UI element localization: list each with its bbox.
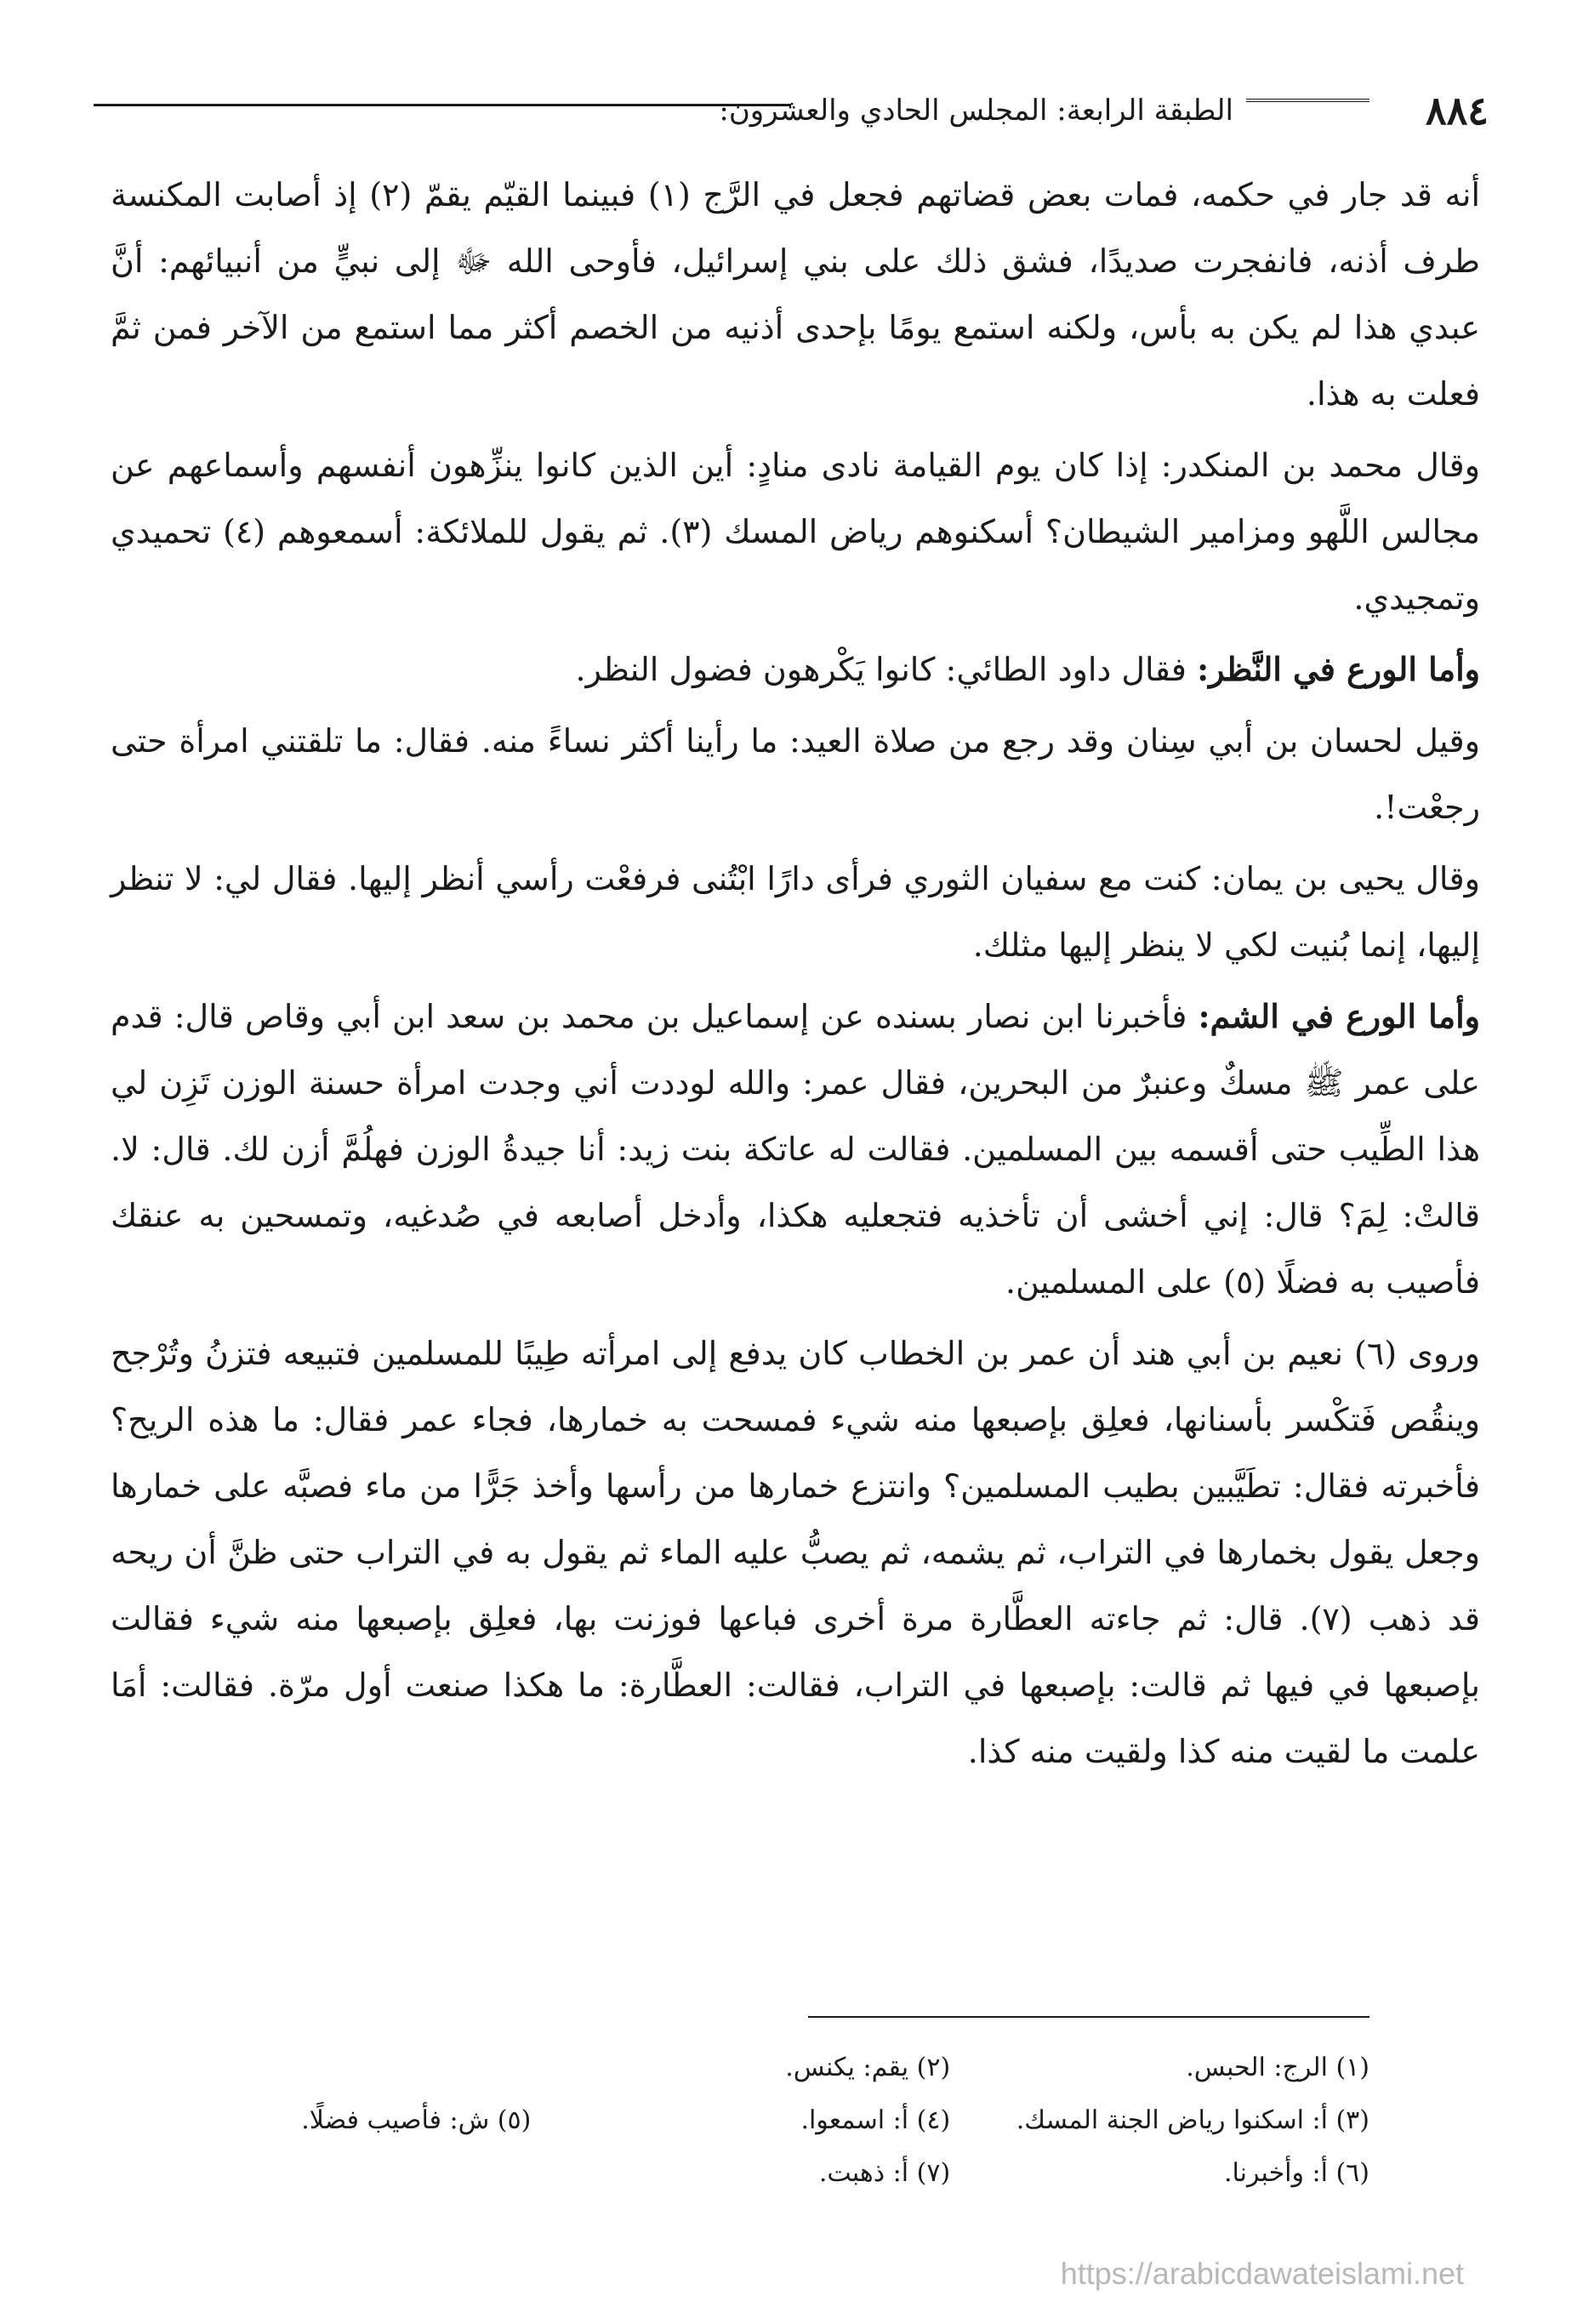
footnote-row	[111, 2147, 1369, 2200]
paragraph-lead: وأما الورع في الشم:	[1198, 997, 1480, 1035]
paragraph-text: فقال داود الطائي: كانوا يَكْرهون فضول النظر.	[575, 651, 1198, 688]
footnote: (٦) أ: وأخبرنا.	[1223, 2158, 1369, 2188]
paragraph	[111, 846, 1480, 978]
paragraph-text: وروى (٦) نعيم بن أبي هند أن عمر بن الخطاب كان يدفع إلى امرأته طِيبًا للمسلمين فتبيعه فتزنُ وتُرْجح وينقُص فَتكْسر بأسنانها، فعلِق بإصبعها منه شيء فمسحت به خمارها، فجاء عمر فقال: ما هذه الريح؟ فأخبرته فقال: تطَيَّبين بطيب المسلمين؟ وانتزع خمارها من رأسها وأخذ جَرًّا من ماء فصبَّه على خمارها وجعل يقول بخمارها في التراب، ثم يشمه، ثم يصبُّ عليه الماء ثم يقول به في التراب حتى ظنَّ أن ريحه قد ذهب (٧). قال: ثم جاءته العطَّارة مرة أخرى فباعها فوزنت بها، فعلِق بإصبعها منه شيء فقالت بإصبعها في فيها ثم قالت: بإصبعها في التراب، فقالت: العطَّارة: ما هكذا صنعت أول مرّة. فقالت: أمَا علمت ما لقيت منه كذا ولقيت منه كذا.	[111, 1335, 1480, 1770]
paragraph	[111, 432, 1480, 631]
header-double-rule	[1246, 99, 1369, 111]
footnote: (٧) أ: ذهبت.	[818, 2158, 951, 2188]
paragraph	[111, 162, 1480, 427]
page-number: ٨٨٤	[1425, 88, 1489, 134]
footnote	[112, 2042, 532, 2094]
footnote: (٥) ش: فأصيب فضلًا.	[301, 2105, 532, 2135]
footnote-row	[111, 2094, 1369, 2147]
paragraph-text: وقال محمد بن المنكدر: إذا كان يوم القيامة نادى منادٍ: أين الذين كانوا ينزِّهون أنفسهم وأسماعهم عن مجالس اللَّهو ومزامير الشيطان؟ أسكنوهم رياض المسك (٣). ثم يقول للملائكة: أسمعوهم (٤) تحميدي وتمجيدي.	[111, 447, 1481, 617]
footnote: (٤) أ: اسمعوا.	[800, 2105, 951, 2135]
paragraph-text: أنه قد جار في حكمه، فمات بعض قضاتهم فجعل في الرَّج (١) فبينما القيّم يقمّ (٢) إذ أصابت المكنسة طرف أذنه، فانفجرت صديدًا، فشق ذلك على بني إسرائيل، فأوحى الله ﷻ إلى نبيٍّ من أنبيائهم: أنَّ عبدي هذا لم يكن به بأس، ولكنه استمع يومًا بإحدى أذنيه من الخصم أكثر مما استمع من الآخر فمن ثمَّ فعلت به هذا.	[111, 176, 1480, 413]
paragraph-text: وقيل لحسان بن أبي سِنان وقد رجع من صلاة العيد: ما رأينا أكثر نساءً منه. فقال: ما تلقتني امرأة حتى رجعْت!.	[111, 722, 1480, 826]
header-rule	[94, 104, 791, 106]
paragraph	[111, 983, 1480, 1315]
main-text	[111, 162, 1480, 1790]
paragraph-text: فأخبرنا ابن نصار بسنده عن إسماعيل بن محمد بن سعد ابن أبي وقاص قال: قدم على عمر ﷺ مسكٌ وعنبرٌ من البحرين، فقال عمر: والله لوددت أني وجدت امرأة حسنة الوزن تَزِن لي هذا الطِّيب حتى أقسمه بين المسلمين. فقالت له عاتكة بنت زيد: أنا جيدةُ الوزن فهلُمَّ أزن لك. قال: لا. قالتْ: لِمَ؟ قال: إني أخشى أن تأخذيه فتجعليه هكذا، وأدخل أصابعه في صُدغيه، وتمسحين به عنقك فأصيب به فضلًا (٥) على المسلمين.	[111, 998, 1480, 1301]
footnote-separator	[808, 2016, 1369, 2018]
paragraph	[111, 708, 1480, 840]
footnote: (٣) أ: اسكنوا رياض الجنة المسك.	[1016, 2105, 1369, 2135]
footnotes	[111, 2042, 1369, 2200]
footnote: (١) الرج: الحبس.	[1186, 2053, 1369, 2082]
paragraph	[111, 636, 1480, 703]
paragraph	[111, 1320, 1480, 1785]
paragraph-lead: وأما الورع في النَّظر:	[1197, 650, 1480, 688]
footnote	[112, 2147, 532, 2200]
watermark-url: https://arabicdawateislami.net	[1060, 2256, 1464, 2291]
running-title: الطبقة الرابعة: المجلس الحادي والعشرون:	[719, 94, 1233, 128]
footnote: (٢) يقم: يكنس.	[785, 2053, 951, 2082]
page-header	[94, 85, 1489, 136]
footnote-row	[111, 2042, 1369, 2094]
paragraph-text: وقال يحيى بن يمان: كنت مع سفيان الثوري فرأى دارًا ابْتُنى فرفعْت رأسي أنظر إليها. فقال لي: لا تنظر إليها، إنما بُنيت لكي لا ينظر إليها مثلك.	[111, 860, 1480, 964]
